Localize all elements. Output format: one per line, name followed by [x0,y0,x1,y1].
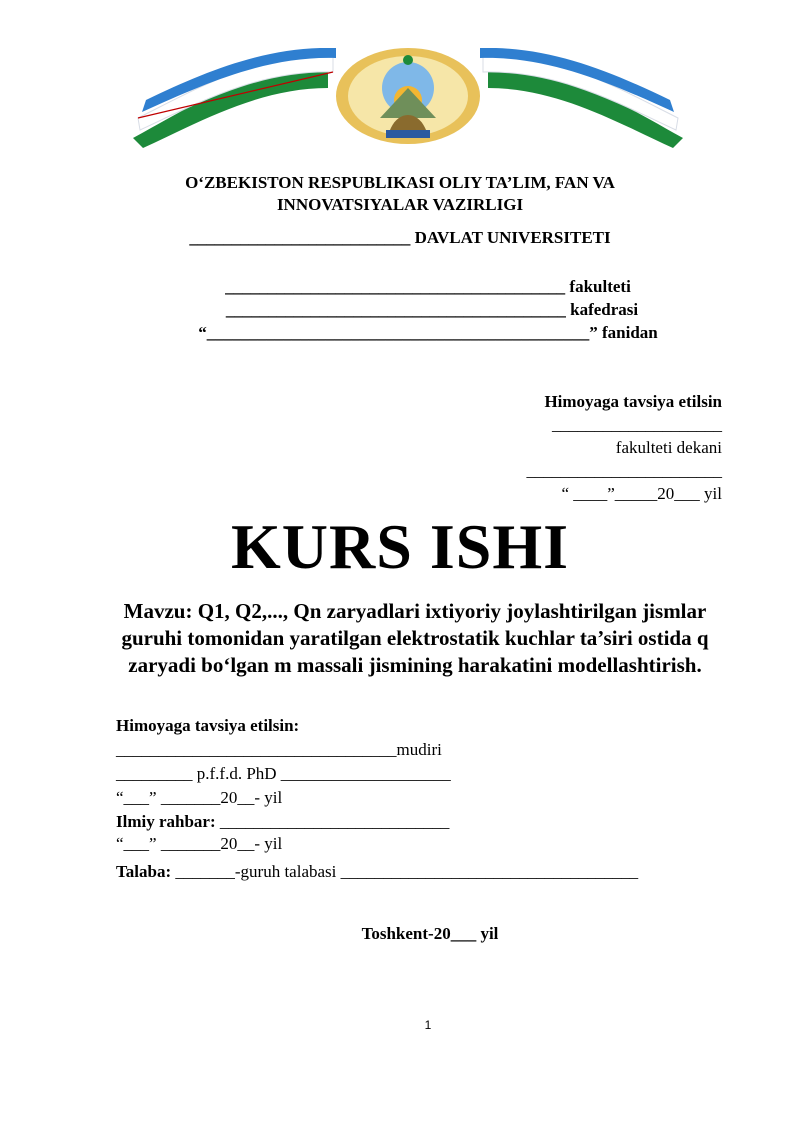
department-line: ________________________________________ kafedrasi [225,300,639,319]
head-of-department-line: _________________________________mudiri [116,740,442,759]
faculty-block [0,275,800,344]
supervisor-label: Ilmiy rahbar: [116,812,216,831]
dean-label: fakulteti dekani [615,438,722,457]
topic-text: Mavzu: Q1, Q2,..., Qn zaryadlari ixtiyoriy joylashtirilgan jismlar guruhi tomonidan yaratilgan elektrostatik kuchlar ta’siri ostida q zaryadi bo‘lgan m massali jismining harakatini modellashtirish. [121,599,709,677]
approval-top-line-1: ____________________ [552,415,722,434]
ministry-line-2: INNOVATSIYALAR VAZIRLIGI [276,195,524,214]
subject-line: “_____________________________________________” fanidan [198,323,658,342]
supervisor-line: ___________________________ [215,812,450,831]
degree-line: _________ p.f.f.d. PhD ____________________ [116,764,451,783]
approval-top-heading: Himoyaga tavsiya etilsin [544,392,722,411]
approval-date-2: “___” _______20__- yil [116,834,283,853]
student-row [116,862,638,882]
page-number: 1 [424,1018,432,1032]
approval-top-date: “ ____”_____20___ yil [561,484,722,503]
supervisor-row [116,812,449,832]
ministry-heading [0,172,800,216]
approval-bottom-heading: Himoyaga tavsiya etilsin: [116,716,300,735]
city-year: Toshkent-20___ yil [361,924,499,943]
university-line: __________________________ DAVLAT UNIVERSITETI [189,228,611,247]
faculty-line: ________________________________________ fakulteti [225,277,631,296]
state-emblem-flag-banner [128,48,688,148]
approval-top-line-2: _______________________ [526,461,722,480]
approval-date-1: “___” _______20__- yil [116,788,283,807]
document-title: KURS ISHI [231,511,569,582]
student-label: Talaba: [116,862,172,881]
ministry-line-1: O‘ZBEKISTON RESPUBLIKASI OLIY TA’LIM, FAN VA [185,173,615,192]
student-line: _______-guruh talabasi ___________________________________ [171,862,639,881]
